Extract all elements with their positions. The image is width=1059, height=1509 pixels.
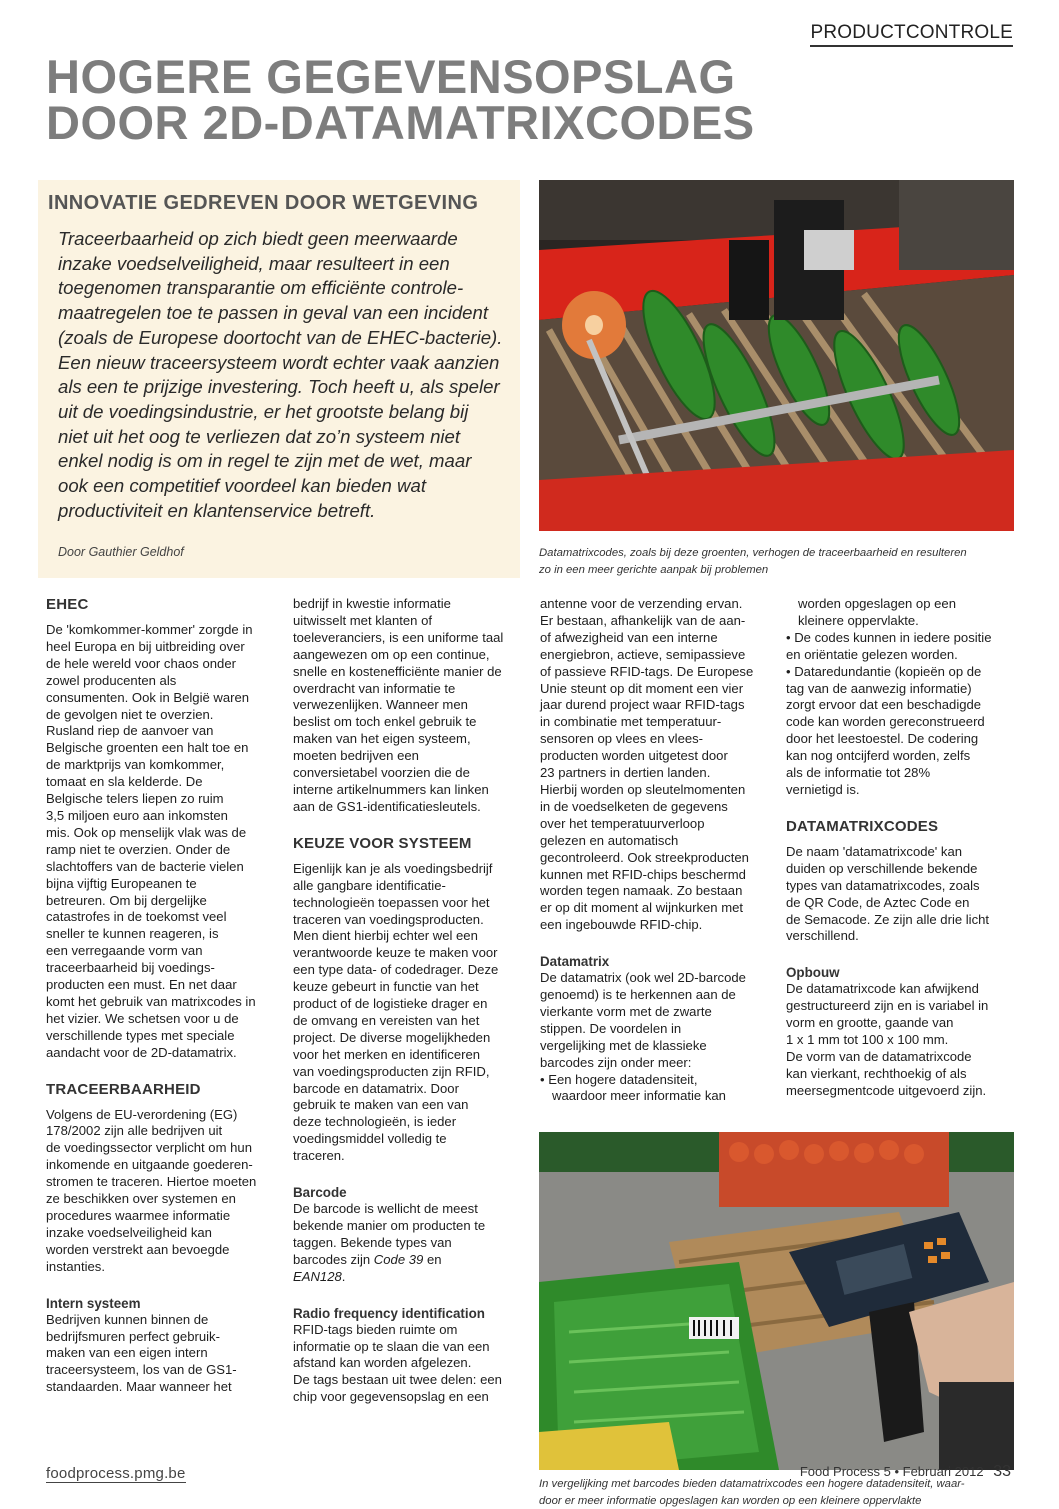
heading-intern-systeem: Intern systeem [46,1295,276,1312]
photo-conveyor [539,180,1014,531]
barcode-period: . [342,1269,346,1284]
barcode-en: en [423,1252,441,1267]
text-line: De naam 'datamatrixcode' kan [786,844,1018,861]
text-line: • Dataredundantie (kopieën op de [798,664,1018,681]
text-line: of passieve RFID-tags. De Europese [540,664,772,681]
text-line: informatie op te slaan die van een [293,1339,525,1356]
column-3 [540,596,772,1105]
text-line: moeten bedrijven een [293,748,525,765]
text-line: enkel nodig is om in regel te zijn met de wet, maar [58,449,520,474]
text-line: tag van de aanwezig informatie) [798,681,1018,698]
text-line: als de informatie tot 28% [798,765,1018,782]
text-line: Rusland riep de aanvoer van [46,723,276,740]
text-line: Een nieuw traceersysteem wordt echter vaak aanzien [58,351,520,376]
text-line: aandacht voor de 2D-datamatrix. [46,1045,276,1062]
title-line-1: HOGERE GEGEVENSOPSLAG [46,54,806,100]
text-line: energiebron, actieve, semipassieve [540,647,772,664]
heading-datamatrixcodes: DATAMATRIXCODES [786,818,1018,836]
text-line: zo in een meer gerichte aanpak bij problemen [539,562,1019,579]
text-line: door het leestoestel. De codering [798,731,1018,748]
heading-barcode: Barcode [293,1184,525,1201]
text-line: project. De diverse mogelijkheden [293,1030,525,1047]
text-line: een ingebouwde RFID-chip. [540,917,772,934]
col3-rfid-body [540,596,772,934]
text-line: betreuren. Om bij dergelijke [46,893,276,910]
text-line: traceren. [293,1148,525,1165]
text-line: Men dient hierbij echter wel een [293,928,525,945]
text-line: ramp niet te overzien. Onder de [46,842,276,859]
text-line: types van datamatrixcodes, zoals [786,878,1018,895]
text-line: vernietigd is. [798,782,1018,799]
text-line: chip voor gegevensopslag en een [293,1389,525,1406]
footer-issue-label: Food Process 5 • Februari 2012 [800,1464,984,1479]
text-line: de omvang en vereisten van het [293,1013,525,1030]
text-line: de gevolgen niet te overzien. [46,707,276,724]
conveyor-photo-drawing [539,180,1014,531]
text-line: sneller te kunnen reageren, is [46,926,276,943]
text-line: zowel producenten als [46,673,276,690]
text-line: vorm en grootte, gaande van [786,1015,1018,1032]
section-tag: PRODUCTCONTROLE [810,22,1013,47]
text-line: vergelijking met de klassieke [540,1038,772,1055]
bullet-datadensiteit [540,1072,772,1106]
text-line: traceren van voedingsproducten. [293,912,525,929]
text-line: worden opgeslagen op een [798,596,1018,613]
heading-keuze-voor-systeem: KEUZE VOOR SYSTEEM [293,835,525,853]
title-line-2: DOOR 2D-DATAMATRIXCODES [46,100,806,146]
article-title [46,54,806,146]
text-line: bedrijfsmuren perfect gebruik- [46,1329,276,1346]
text-line: (zoals de Europese doortocht van de EHEC-bacterie). [58,326,520,351]
text-line: aan de GS1-identificatiesleutels. [293,799,525,816]
byline: Door Gauthier Geldhof [58,545,184,559]
text-line: meersegmentcode uitgevoerd zijn. [786,1083,1018,1100]
text-line: de Semacode. Ze zijn alle drie licht [786,912,1018,929]
text-line: kunnen met RFID-chips beschermd [540,867,772,884]
text-line: consumenten. Ook in België waren [46,690,276,707]
footer-website-link[interactable]: foodprocess.pmg.be [46,1466,186,1483]
keuze-body [293,861,525,1165]
rfid-body [293,1322,525,1407]
text-line: keuze gebeurt in functie van het [293,979,525,996]
text-line: overdracht van informatie te [293,681,525,698]
text-line: Bedrijven kunnen binnen de [46,1312,276,1329]
barcode-code39: Code 39 [374,1252,424,1267]
barcode-ean128: EAN128 [293,1269,342,1284]
text-line: de QR Code, de Aztec Code en [786,895,1018,912]
heading-datamatrix: Datamatrix [540,953,772,970]
text-line: genoemd) is te herkennen aan de [540,987,772,1004]
text-line: jaar durend project waar RFID-tags [540,697,772,714]
bullet-line: • Een hogere datadensiteit, [540,1072,772,1089]
text-line: toegenomen transparantie om efficiënte controle- [58,276,520,301]
text-line: sensoren op vlees en vlees- [540,731,772,748]
text-line: 1 x 1 mm tot 100 x 100 mm. [786,1032,1018,1049]
text-line: procedures waarmee informatie [46,1208,276,1225]
ehec-body [46,622,276,1062]
text-line: product of de logistieke drager en [293,996,525,1013]
column-4 [786,596,1018,1100]
text-line: uitwisselt met klanten of [293,613,525,630]
column-2 [293,596,525,1406]
text-line: afstand kan worden afgelezen. [293,1355,525,1372]
text-line: Belgische groenten een halt toe en [46,740,276,757]
text-line: vierkante vorm met de zwarte [540,1004,772,1021]
text-line: barcodes zijn onder meer: [540,1055,772,1072]
text-line: Datamatrixcodes, zoals bij deze groenten, verhogen de traceerbaarheid en resulteren [539,545,1019,562]
heading-opbouw: Opbouw [786,964,1018,981]
barcode-types-lead: barcodes zijn [293,1252,374,1267]
text-line: conversietabel voorzien die de [293,765,525,782]
text-line: kan vierkant, rechthoekig of als [786,1066,1018,1083]
barcode-line-5 [293,1269,525,1286]
text-line: maatregelen toe te passen in geval van een incident [58,301,520,326]
text-line: stippen. De voordelen in [540,1021,772,1038]
text-line: beslist om toch enkel gebruik te [293,714,525,731]
text-line: instanties. [46,1259,276,1276]
text-line: productiviteit en klantenservice betreft. [58,499,520,524]
text-line: De datamatrix (ook wel 2D-barcode [540,970,772,987]
footer-issue [800,1463,1011,1481]
text-line: mis. Ook op menselijk vlak was de [46,825,276,842]
text-line: er op dit moment al wijnkurken met [540,900,772,917]
text-line: en oriëntatie gelezen worden. [798,647,1018,664]
text-line: het vizier. We schetsen voor u de [46,1011,276,1028]
heading-ehec: EHEC [46,596,276,614]
text-line: RFID-tags bieden ruimte om [293,1322,525,1339]
text-line: antenne voor de verzending ervan. [540,596,772,613]
text-line: 3,5 miljoen euro aan inkomsten [46,808,276,825]
text-line: ze beschikken over systemen en [46,1191,276,1208]
scanner-photo-drawing [539,1132,1014,1470]
heading-traceerbaarheid: TRACEERBAARHEID [46,1081,276,1099]
text-line: gelezen en automatisch [540,833,772,850]
text-line: uit de voedingsindustrie, er het grootste belang bij [58,400,520,425]
bullet-orientatie [786,630,1018,664]
text-line: technologieën toepassen voor het [293,895,525,912]
text-line: niet uit het oog te verliezen dat zo’n systeem niet [58,425,520,450]
intro-heading: INNOVATIE GEDREVEN DOOR WETGEVING [48,192,478,215]
text-line: Er bestaan, afhankelijk van de aan- [540,613,772,630]
text-line: traceersysteem, los van de GS1- [46,1362,276,1379]
text-line: traceerbaarheid bij voedings- [46,960,276,977]
barcode-line-1: De barcode is wellicht de meest [293,1201,525,1218]
text-line: 178/2002 zijn alle bedrijven uit [46,1123,276,1140]
text-line: of afwezigheid van een interne [540,630,772,647]
text-line: Unie steunt op dit moment een vier [540,681,772,698]
text-line: snelle en kostenefficiënte manier de [293,664,525,681]
text-line: een type data- of codedrager. Deze [293,962,525,979]
text-line: voor het merken en identificeren [293,1047,525,1064]
barcode-line-4 [293,1252,525,1269]
text-line: gecontroleerd. Ook streekproducten [540,850,772,867]
text-line: ook een competitief voordeel kan bieden wat [58,474,520,499]
text-line: aangewezen om op een continue, [293,647,525,664]
bullet-dataredundantie [786,664,1018,799]
text-line: van voedingsproducten zijn RFID, [293,1064,525,1081]
text-line: toeleveranciers, is een uniforme taal [293,630,525,647]
text-line: kleinere oppervlakte. [798,613,1018,630]
photo-scanner [539,1132,1014,1470]
text-line: inzake voedselveiligheid kan [46,1225,276,1242]
text-line: zorgt ervoor dat een beschadigde [798,697,1018,714]
text-line: een verregaande vorm van [46,943,276,960]
column-1 [46,596,276,1396]
text-line: worden tegen namaak. Zo bestaan [540,883,772,900]
text-line: Volgens de EU-verordening (EG) [46,1107,276,1124]
text-line: bijna vijftig Europeanen te [46,876,276,893]
page-number: 33 [993,1463,1011,1480]
text-line: kan nog ontcijferd worden, zelfs [798,748,1018,765]
heading-rfid: Radio frequency identification [293,1305,525,1322]
text-line: inkomende en uitgaande goederen- [46,1157,276,1174]
text-line: Eigenlijk kan je als voedingsbedrijf [293,861,525,878]
text-line: slachtoffers van de bacterie vielen [46,859,276,876]
text-line: de hele wereld voor chaos onder [46,656,276,673]
text-line: 23 partners in dertien landen. [540,765,772,782]
text-line: in combinatie met temperatuur- [540,714,772,731]
text-line: maken van het eigen systeem, [293,731,525,748]
text-line: Belgische telers liepen zo ruim [46,791,276,808]
text-line: in de voedselketen de gegevens [540,799,772,816]
text-line: duiden op verschillende bekende [786,861,1018,878]
text-line: maken van een eigen intern [46,1345,276,1362]
intro-text [58,227,520,523]
text-line: interne artikelnummers kan linken [293,782,525,799]
text-line: Hierbij worden op sleutelmomenten [540,782,772,799]
text-line: komt het gebruik van matrixcodes in [46,994,276,1011]
text-line: catastrofes in de toekomst veel [46,909,276,926]
barcode-line-3: taggen. Bekende types van [293,1235,525,1252]
text-line: de marktprijs van komkommer, [46,757,276,774]
text-line: De tags bestaan uit twee delen: een [293,1372,525,1389]
text-line: standaarden. Maar wanneer het [46,1379,276,1396]
text-line: de voedingssector verplicht om hun [46,1140,276,1157]
text-line: verschillend. [786,928,1018,945]
text-line: over het temperatuurverloop [540,816,772,833]
opbouw-body [786,981,1018,1099]
text-line: gestructureerd zijn en is variabel in [786,998,1018,1015]
text-line: producten een must. En net daar [46,977,276,994]
bullet-line: waardoor meer informatie kan [540,1088,772,1105]
text-line: worden verstrekt aan bevoegde [46,1242,276,1259]
text-line: tomaat en sla kelderde. De [46,774,276,791]
col2-intro-body [293,596,525,816]
text-line: In vergelijking met barcodes bieden datamatrixcodes een hogere datadensiteit, waar- [539,1476,1019,1493]
text-line: code kan worden gereconstrueerd [798,714,1018,731]
text-line: stromen te traceren. Hiertoe moeten [46,1174,276,1191]
text-line: producten worden uitgetest door [540,748,772,765]
text-line: door er meer informatie opgeslagen kan worden op een kleinere oppervlakte [539,1493,1019,1509]
text-line: De datamatrixcode kan afwijkend [786,981,1018,998]
barcode-body [293,1201,525,1286]
text-line: bedrijf in kwestie informatie [293,596,525,613]
bullet-datadensiteit-cont [786,596,1018,630]
traceerbaarheid-body [46,1107,276,1276]
text-line: heel Europa en bij uitbreiding over [46,639,276,656]
barcode-line-2: bekende manier om producten te [293,1218,525,1235]
text-line: voedingsmiddel volledig te [293,1131,525,1148]
text-line: inzake voedselveiligheid, maar resulteert in een [58,252,520,277]
text-line: De 'komkommer-kommer' zorgde in [46,622,276,639]
text-line: alle gangbare identificatie- [293,878,525,895]
text-line: De vorm van de datamatrixcode [786,1049,1018,1066]
datamatrixcodes-body [786,844,1018,945]
datamatrix-body [540,970,772,1071]
text-line: verantwoorde keuze te maken voor [293,945,525,962]
text-line: deze technologieën, is ieder [293,1114,525,1131]
photo-conveyor-caption [539,545,1019,578]
text-line: barcode en datamatrix. Door [293,1081,525,1098]
intern-systeem-body [46,1312,276,1397]
text-line: verwezenlijken. Wanneer men [293,697,525,714]
text-line: Traceerbaarheid op zich biedt geen meerwaarde [58,227,520,252]
text-line: als een te prijzige investering. Toch heeft u, als speler [58,375,520,400]
text-line: verschillende types met speciale [46,1028,276,1045]
text-line: • De codes kunnen in iedere positie [798,630,1018,647]
text-line: gebruik te maken van een van [293,1097,525,1114]
